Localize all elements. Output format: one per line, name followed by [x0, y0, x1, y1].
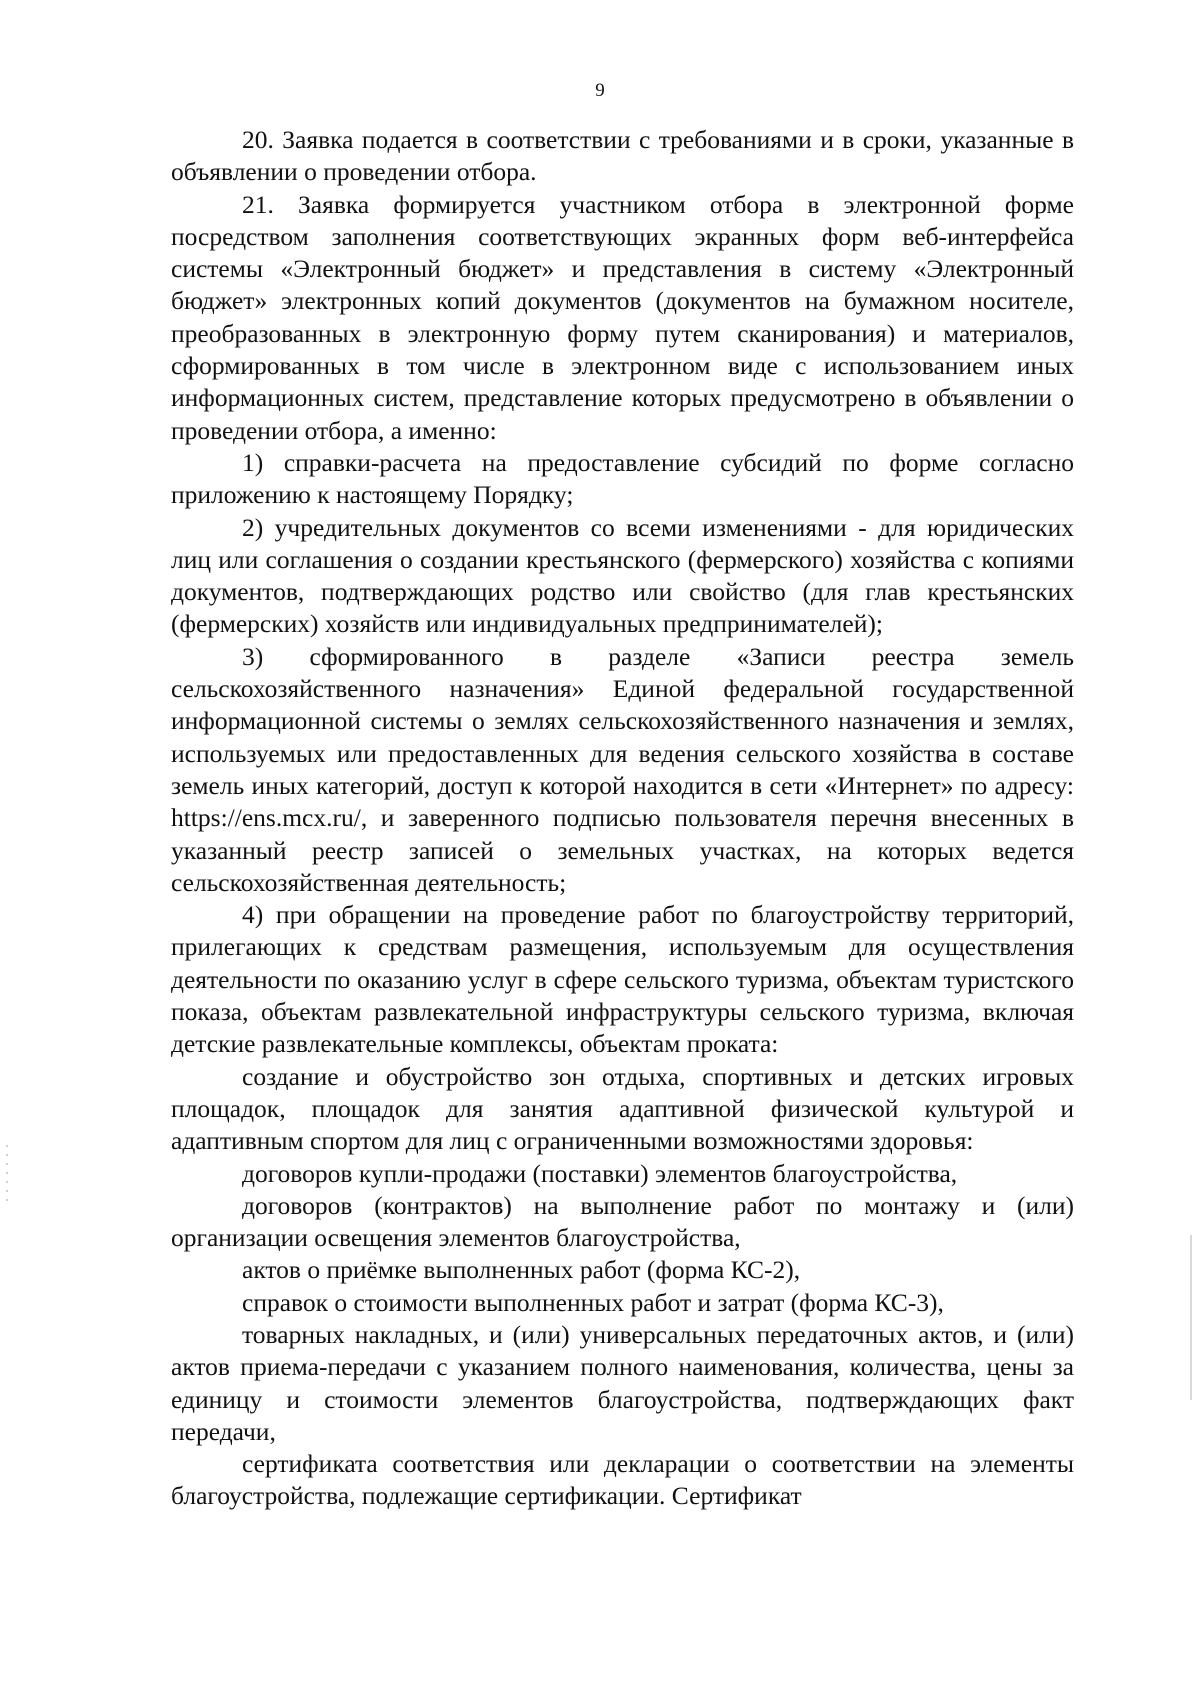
- subitem-acceptance-acts: актов о приёмке выполненных работ (форма КС-2),: [242, 1255, 801, 1285]
- subitem-cost-certificates: справок о стоимости выполненных работ и затрат (форма КС-3),: [242, 1287, 944, 1317]
- paragraph-21: 21. Заявка формируется участником отбора в электронной форме посредством заполнения соответствующих экранных форм веб-интерфейса системы «Электронный бюджет» и представления в систему «Электронный бюджет» электронных копий документов (документов на бумажном носителе, преобразованных в электронную форму путем сканирования) и материалов, сформированных в том числе в электронном виде с использованием иных информационных систем, представление которых предусмотрено в объявлении о проведении отбора, а именно:: [171, 189, 1074, 445]
- scan-artifact-right: [1190, 1235, 1192, 1400]
- list-item-2: 2) учредительных документов со всеми изменениями - для юридических лиц или соглашения о создании крестьянского (фермерского) хозяйства с копиями документов, подтверждающих родство или свойство (для глав крестьянских (фермерских) хозяйств или индивидуальных предпринимателей);: [171, 512, 1074, 639]
- scan-artifact-left: [6, 1145, 8, 1205]
- document-body: [171, 124, 1074, 1513]
- subitem-conformity-certificate: сертификата соответствия или декларации о соответствии на элементы благоустройства, подлежащие сертификации. Сертификат: [171, 1449, 1074, 1511]
- list-item-4: 4) при обращении на проведение работ по благоустройству территорий, прилегающих к средствам размещения, используемым для осуществления деятельности по оказанию услуг в сфере сельского туризма, объектам туристского показа, объектам развлекательной инфраструктуры сельского туризма, включая детские развлекательные комплексы, объектам проката:: [171, 900, 1074, 1059]
- subitem-sales-contracts: договоров купли-продажи (поставки) элементов благоустройства,: [242, 1158, 958, 1188]
- paragraph-20: 20. Заявка подается в соответствии с требованиями и в сроки, указанные в объявлении о проведении отбора.: [171, 125, 1074, 187]
- list-item-1: 1) справки-расчета на предоставление субсидий по форме согласно приложению к настоящему Порядку;: [171, 447, 1074, 510]
- subitem-waybills: товарных накладных, и (или) универсальных передаточных актов, и (или) актов приема-передачи с указанием полного наименования, количества, цены за единицу и стоимости элементов благоустройства, подтверждающих факт передачи,: [171, 1319, 1074, 1446]
- list-item-3: 3) сформированного в разделе «Записи реестра земель сельскохозяйственного назначения» Единой федеральной государственной информационной системы о землях сельскохозяйственного назначения и землях, используемых или предоставленных для ведения сельского хозяйства в составе земель иных категорий, доступ к которой находится в сети «Интернет» по адресу: https://ens.mcx.ru/, и заверенного подписью пользователя перечня внесенных в указанный реестр записей о земельных участках, на которых ведется сельскохозяйственная деятельность;: [171, 641, 1074, 897]
- subitem-work-contracts: договоров (контрактов) на выполнение работ по монтажу и (или) организации освещения элементов благоустройства,: [171, 1190, 1074, 1253]
- subitem-recreation-zones: создание и обустройство зон отдыха, спортивных и детских игровых площадок, площадок для занятия адаптивной физической культурой и адаптивным спортом для лиц с ограниченными возможностями здоровья:: [171, 1061, 1074, 1156]
- page-number: 9: [595, 80, 605, 101]
